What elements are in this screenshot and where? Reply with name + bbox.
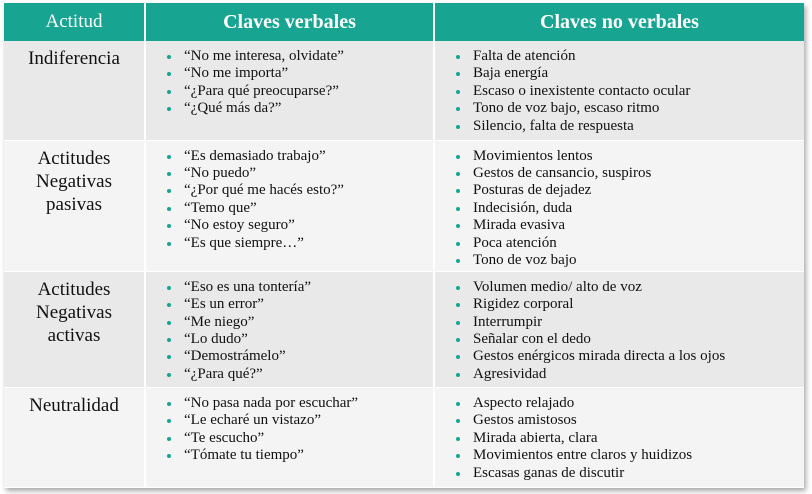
list-item: Indecisión, duda [455, 200, 804, 217]
list-item: “No me importa” [166, 65, 433, 82]
list-item: Gestos de cansancio, suspiros [455, 165, 804, 182]
nonverbal-cues-cell [434, 387, 804, 487]
list-item: Poca atención [455, 235, 804, 252]
list-item: “¿Para qué?” [166, 366, 433, 383]
list-item: Mirada abierta, clara [455, 430, 804, 447]
attitude-label-line: Actitudes [37, 278, 111, 300]
attitude-label-line: activas [47, 324, 101, 346]
verbal-cues-cell [145, 271, 434, 387]
nonverbal-cues-list [435, 141, 804, 270]
list-item: “Es que siempre…” [166, 235, 433, 252]
list-item: Agresividad [455, 366, 804, 383]
header-row [4, 3, 804, 41]
attitude-label-line: Indiferencia [28, 48, 120, 69]
verbal-cues-cell [145, 387, 434, 487]
list-item: Aspecto relajado [455, 395, 804, 412]
table-row [4, 140, 804, 271]
list-item: “No estoy seguro” [166, 217, 433, 234]
attitude-cell [4, 271, 145, 387]
list-item: Movimientos lentos [455, 148, 804, 165]
table-row [4, 387, 804, 487]
attitude-cell [4, 140, 145, 271]
list-item: “Te escucho” [166, 430, 433, 447]
nonverbal-cues-cell [434, 140, 804, 271]
list-item: Escaso o inexistente contacto ocular [455, 83, 804, 100]
list-item: Rigidez corporal [455, 296, 804, 313]
list-item: Volumen medio/ alto de voz [455, 279, 804, 296]
header-verbal-cues: Claves verbales [145, 3, 434, 41]
list-item: “Le echaré un vistazo” [166, 412, 433, 429]
list-item: “Lo dudo” [166, 331, 433, 348]
attitude-label-line: Negativas [36, 301, 112, 323]
list-item: Movimientos entre claros y huidizos [455, 447, 804, 464]
verbal-cues-list [146, 272, 433, 383]
list-item: Señalar con el dedo [455, 331, 804, 348]
attitude-label-line: Neutralidad [29, 394, 119, 416]
table-row [4, 271, 804, 387]
list-item: “Demostrámelo” [166, 348, 433, 365]
list-item: Tono de voz bajo [455, 252, 804, 269]
nonverbal-cues-cell [434, 41, 804, 140]
list-item: Escasas ganas de discutir [455, 465, 804, 482]
list-item: Silencio, falta de respuesta [455, 118, 804, 135]
list-item: “Temo que” [166, 200, 433, 217]
list-item: “No me interesa, olvidate” [166, 48, 433, 65]
header-attitude: Actitud [4, 3, 145, 41]
list-item: Interrumpir [455, 314, 804, 331]
verbal-cues-cell [145, 140, 434, 271]
table-frame [4, 3, 804, 488]
list-item: “Tómate tu tiempo” [166, 447, 433, 464]
verbal-cues-list [146, 41, 433, 118]
list-item: Baja energía [455, 65, 804, 82]
nonverbal-cues-list [435, 388, 804, 482]
nonverbal-cues-cell [434, 271, 804, 387]
list-item: “¿Por qué me hacés esto?” [166, 182, 433, 199]
list-item: Gestos enérgicos mirada directa a los ojos [455, 348, 804, 365]
list-item: Falta de atención [455, 48, 804, 65]
nonverbal-cues-list [435, 41, 804, 135]
list-item: Tono de voz bajo, escaso ritmo [455, 100, 804, 117]
list-item: “Es un error” [166, 296, 433, 313]
list-item: “Es demasiado trabajo” [166, 148, 433, 165]
list-item: “¿Para qué preocuparse?” [166, 83, 433, 100]
list-item: “¿Qué más da?” [166, 100, 433, 117]
header-nonverbal-cues: Claves no verbales [434, 3, 804, 41]
list-item: Mirada evasiva [455, 217, 804, 234]
verbal-cues-list [146, 388, 433, 465]
attitude-label-line: Actitudes [37, 147, 111, 169]
list-item: Gestos amistosos [455, 412, 804, 429]
list-item: “No puedo” [166, 165, 433, 182]
table-row [4, 41, 804, 140]
attitude-label-line: Negativas [36, 170, 112, 192]
attitude-cell [4, 41, 145, 140]
attitude-cell [4, 387, 145, 487]
list-item: “Me niego” [166, 314, 433, 331]
verbal-cues-cell [145, 41, 434, 140]
attitude-label-line: pasivas [46, 193, 102, 215]
list-item: Posturas de dejadez [455, 182, 804, 199]
nonverbal-cues-list [435, 272, 804, 383]
list-item: “Eso es una tontería” [166, 279, 433, 296]
list-item: “No pasa nada por escuchar” [166, 395, 433, 412]
verbal-cues-list [146, 141, 433, 252]
attitudes-table [4, 3, 804, 488]
